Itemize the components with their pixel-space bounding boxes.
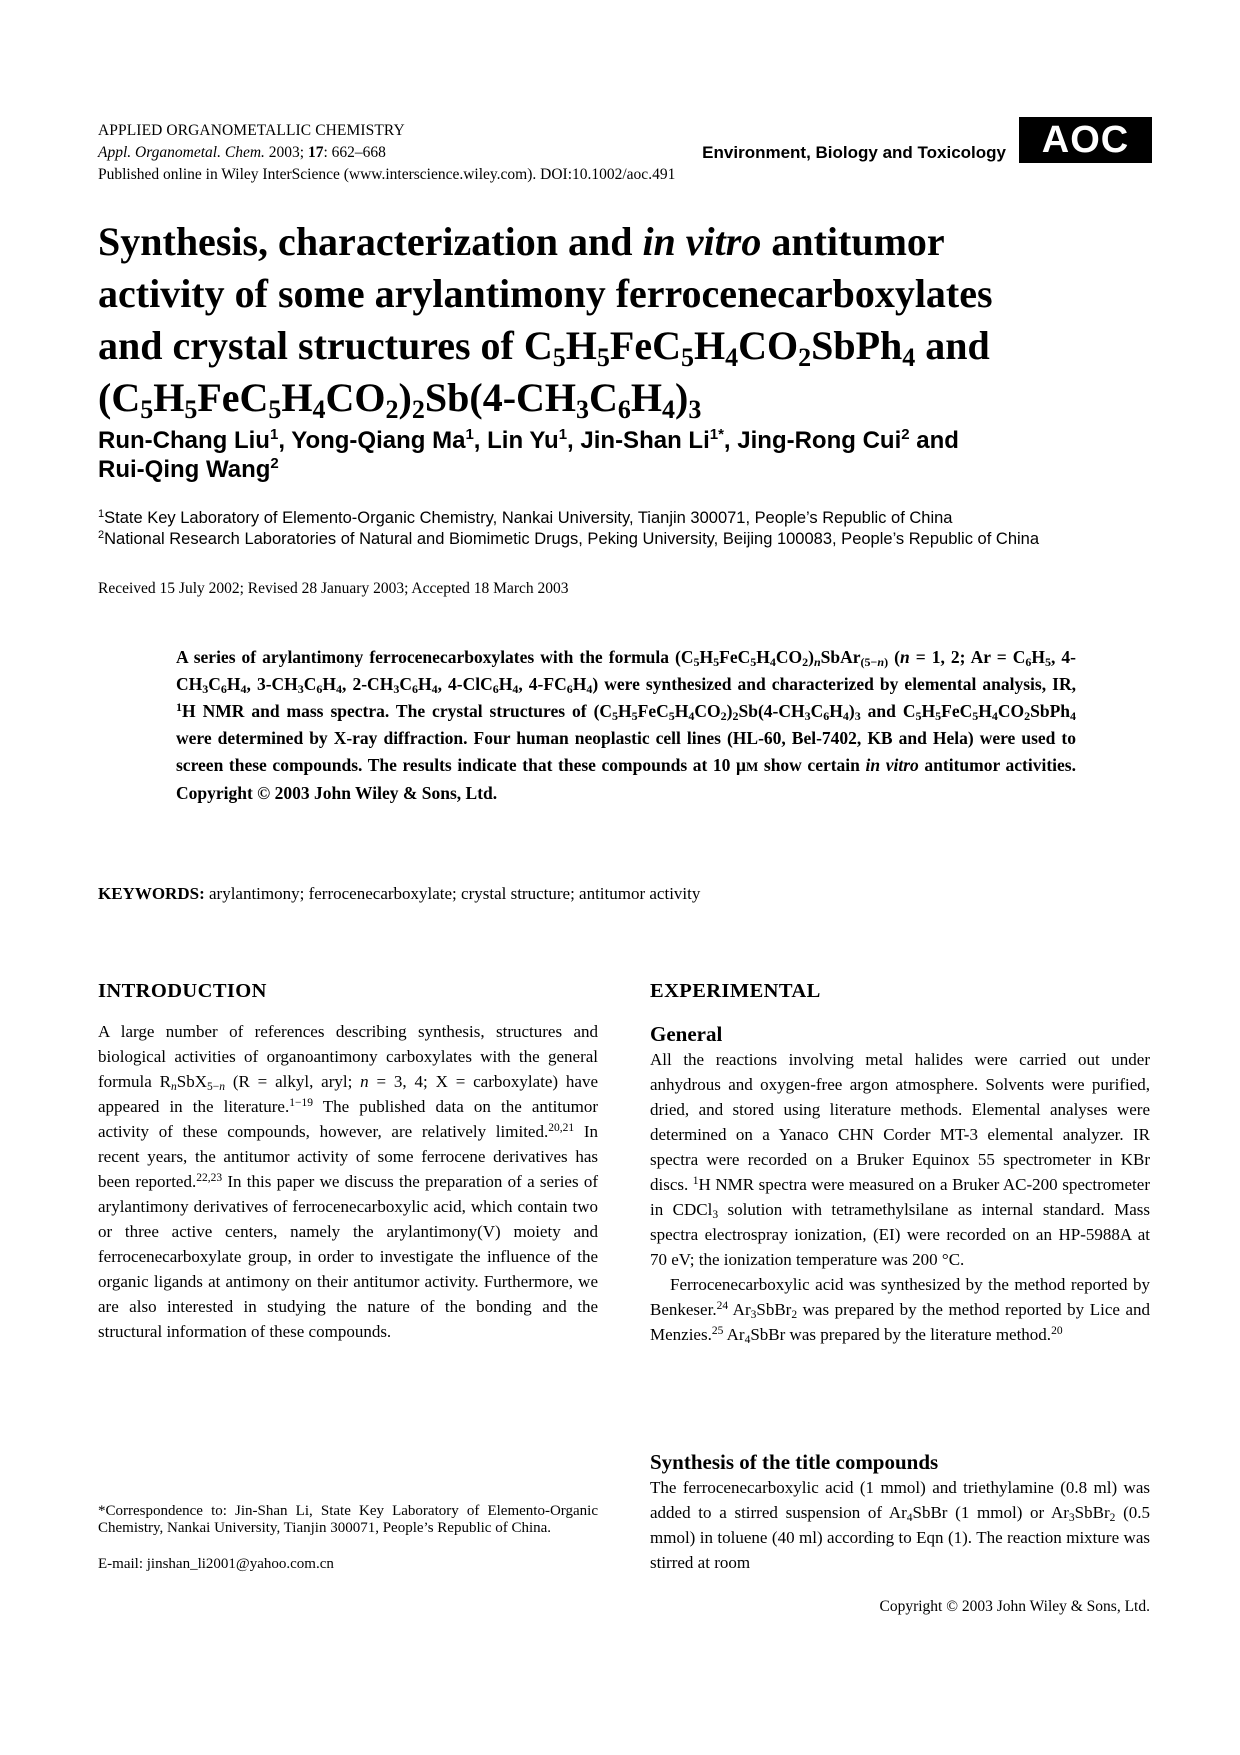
author-list: Run-Chang Liu$^1$, Yong-Qiang Ma$^1$, Lin Yu$^1$, Jin-Shan $Li^{1*}$, Jing-Rong Cui$^2$ and Rui-Qing Wang$^2$ xyxy=(98,426,959,483)
citation-line xyxy=(98,144,386,162)
affiliation-mark: 1 xyxy=(465,426,474,443)
citation-pages: : 662–668 xyxy=(323,144,386,161)
author-name: Run-Chang Liu xyxy=(98,427,270,454)
author-name: Lin Yu xyxy=(487,427,559,454)
correspondence-email: E-mail: jinshan_li2001@yahoo.com.cn xyxy=(98,1556,334,1572)
title-text: and crystal structures of xyxy=(98,323,524,368)
online-doi-line: Published online in Wiley InterScience (www.interscience.wiley.com). DOI:10.1002/aoc.491 xyxy=(98,166,676,183)
general-subheading: General xyxy=(650,1022,723,1046)
affiliation-2: $^2$National Research Laboratories of Natural and Biomimetic Drugs, Peking University, Beijing 100083, People’s Republic of China xyxy=(98,529,1040,548)
journal-logo: AOC xyxy=(1019,117,1152,163)
page-copyright: Copyright © 2003 John Wiley & Sons, Ltd. xyxy=(879,1598,1150,1615)
affiliation-mark: 1 xyxy=(269,426,279,443)
citation-year: 2003; xyxy=(264,144,308,161)
journal-name: APPLIED ORGANOMETALLIC CHEMISTRY xyxy=(98,122,405,139)
title-text: Synthesis, characterization and xyxy=(98,219,643,264)
title-formula: $(C_5H_5FeC_5H_4CO_2)_2Sb(4-CH_3C_6H_4)_3$ xyxy=(98,375,702,424)
general-body: All the reactions involving metal halides were carried out under anhydrous and oxygen-free argon atmosphere. Solvents were purified, dried, and stored using literature methods. Elemental analyses were determined on a Yanaco CHN Corder MT-3 elemental analyzer. IR spectra were recorded on a Bruker Equinox 55 spectrometer in KBr discs. $^1$H NMR spectra were measured on a Bruker AC-200 spectrometer in CDCl$_3$ solution with tetramethylsilane as internal standard. Mass spectra electrospray ionization, (EI) were recorded on an HP-5988A at 70 eV; the ionization temperature was 200 °C. Ferrocenecarboxylic acid was synthesized by the method reported by Benkeser.$^{24}$ $Ar_3SbBr_2$ was prepared by the method reported by Lice and Menzies.$^{25}$ $Ar_4SbBr$ was prepared by the literature method.$^{20}$ xyxy=(650,1050,1151,1346)
experimental-heading: EXPERIMENTAL xyxy=(650,980,821,1002)
abstract: A series of arylantimony ferrocenecarboxylates with the formula $(C_5H_5FeC_5H_4CO_2)_nSbAr_{(5-n)}$ (n = 1, 2; $Ar = C_6H_5$, $4-CH_3C_6H_4$, $3-CH_3C_6H_4$, $2-CH_3C_6H_4$, $4-ClC_6H_4$, $4-FC_6H_4$) were synthesized and characterized by elemental analysis, IR, $^1$H NMR and mass spectra. The crystal structures of $(C_5H_5FeC_5H_4CO_2)_2Sb(4-CH_3C_6H_4)_3$ and $C_5H_5FeC_5H_4CO_2SbPh_4$ were determined by X-ray diffraction. Four human neoplastic cell lines (HL-60, Bel-7402, KB and Hela) were used to screen these compounds. The results indicate that these compounds at 10 μM show certain in vitro antitumor activities. Copyright © 2003 John Wiley & Sons, Ltd. xyxy=(176,647,1076,803)
synthesis-body: The ferrocenecarboxylic acid (1 mmol) and triethylamine (0.8 ml) was added to a stirred suspension of $Ar_4SbBr$ (1 mmol) or $Ar_3SbBr_2$ (0.5 mmol) in toluene (40 ml) according to Eqn (1). The reaction mixture was stirred at room xyxy=(650,1478,1150,1572)
title-line: activity of some arylantimony ferrocenecarboxylates xyxy=(98,271,993,316)
citation-volume: 17 xyxy=(307,144,324,161)
affiliation-mark: 1 xyxy=(558,426,568,443)
introduction-heading: INTRODUCTION xyxy=(98,980,267,1002)
introduction-body: A large number of references describing synthesis, structures and biological activities of organoantimony carboxylates with the general formula $R_nSbX_{5-n}$ (R = alkyl, aryl; n = 3, 4; X = carboxylate) have appeared in the literature.$^{1-19}$ The published data on the antitumor activity of these compounds, however, are relatively limited.$^{20,21}$ In recent years, the antitumor activity of some ferrocene derivatives has been reported.$^{22,23}$ In this paper we discuss the preparation of a series of arylantimony derivatives of ferrocenecarboxylic acid, which contain two or three active centers, namely the arylantimony(V) moiety and ferrocenecarboxylate group, in order to investigate the influence of the organic ligands at antimony on their antitumor activity. Furthermore, we are also interested in studying the nature of the bonding and the structural information of these compounds. xyxy=(98,1022,599,1341)
citation-journal: Appl. Organometal. Chem. xyxy=(98,144,265,161)
author-name: Rui-Qing Wang xyxy=(98,456,271,483)
received-dates: Received 15 July 2002; Revised 28 January 2003; Accepted 18 March 2003 xyxy=(98,580,569,597)
author-name: Yong-Qiang Ma xyxy=(291,427,466,454)
author-name: Jing-Rong Cui xyxy=(737,427,902,454)
affiliation-mark: 2 xyxy=(901,426,910,443)
synthesis-subheading: Synthesis of the title compounds xyxy=(650,1450,939,1474)
affiliation-mark: 1* xyxy=(709,426,724,443)
affiliation-mark: 2 xyxy=(270,455,279,472)
affiliation-1: $^1$State Key Laboratory of Elemento-Organic Chemistry, Nankai University, Tianjin 300071, People’s Republic of China xyxy=(98,508,953,527)
keywords: KEYWORDS: arylantimony; ferrocenecarboxylate; crystal structure; antitumor activity xyxy=(98,884,701,903)
title-formula: $C_5H_5FeC_5H_4CO_2SbPh_4$ xyxy=(523,323,916,372)
article-title xyxy=(98,216,1158,424)
title-italic: in vitro xyxy=(642,219,762,264)
title-text: antitumor xyxy=(761,219,945,264)
correspondence-footnote: *Correspondence to: Jin-Shan Li, State Key Laboratory of Elemento-Organic Chemistry, Nankai University, Tianjin 300071, People’s Republic of China. xyxy=(98,1503,598,1536)
section-label: Environment, Biology and Toxicology xyxy=(702,143,1006,162)
title-text: and xyxy=(915,323,990,368)
author-name: Jin-Shan Li xyxy=(580,427,710,454)
